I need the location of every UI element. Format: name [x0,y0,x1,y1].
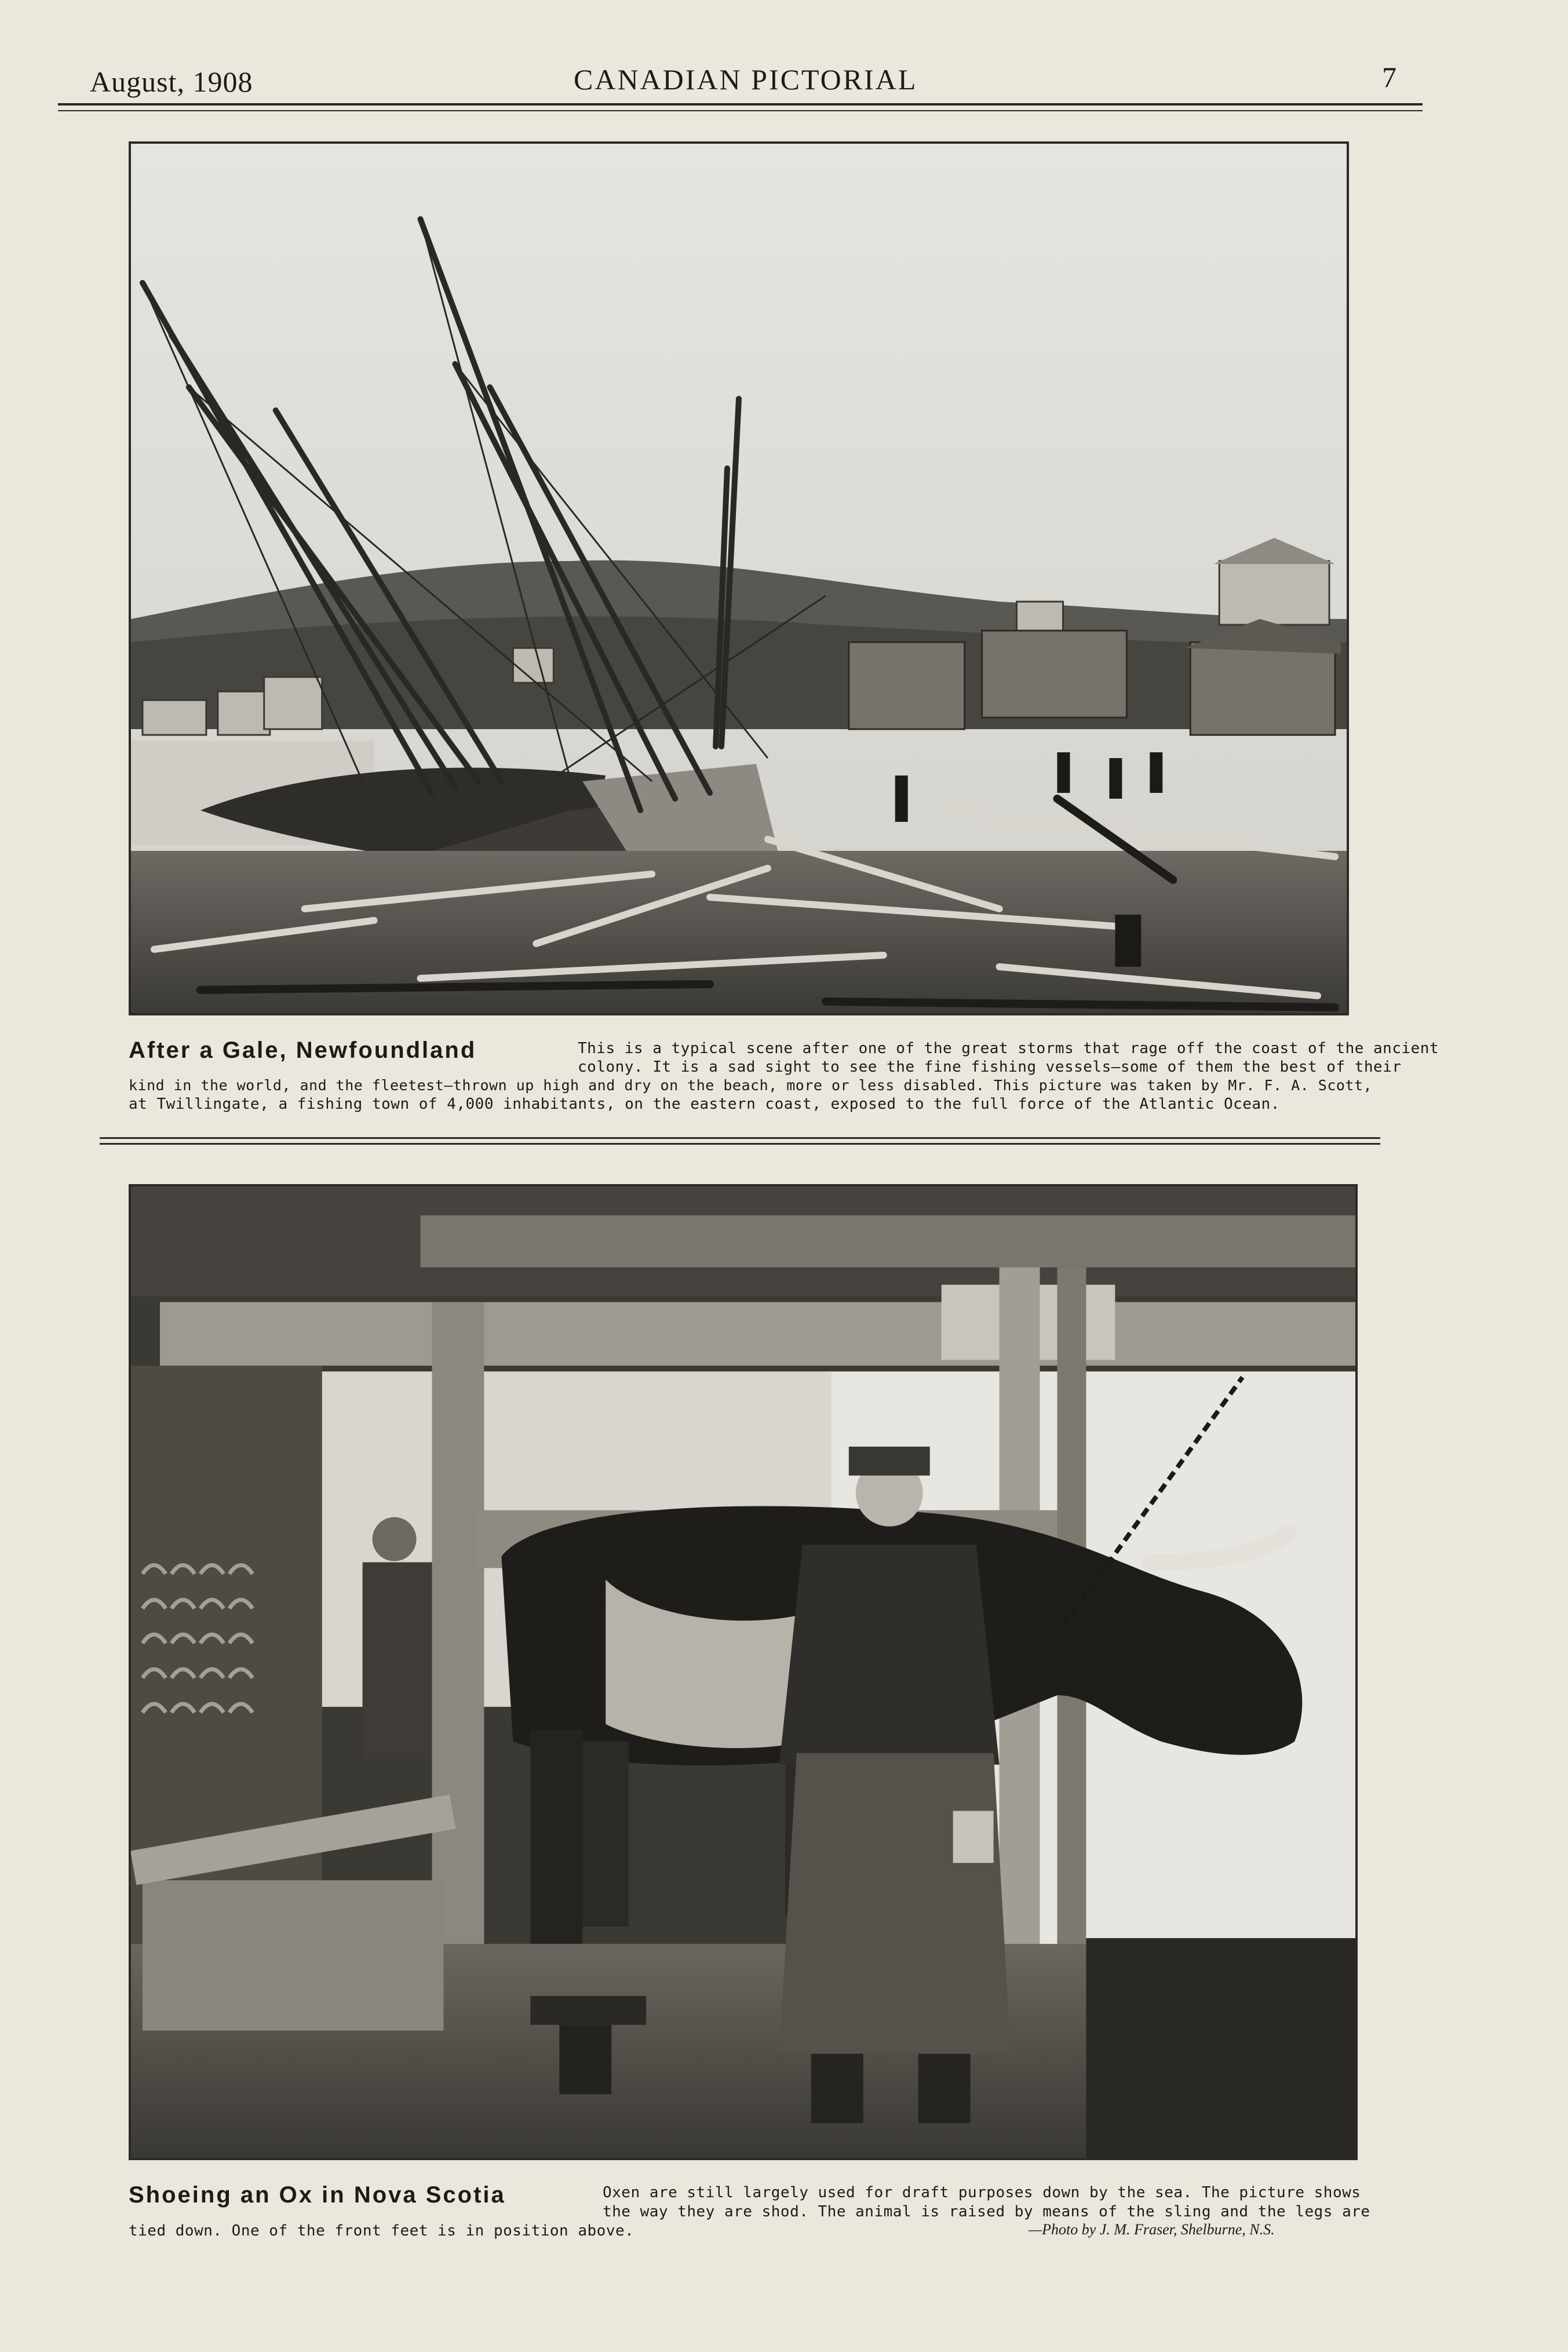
article-title-after-a-gale: After a Gale, Newfoundland [129,1037,477,1063]
header-rule-bottom [58,110,1423,111]
section-divider-top [100,1137,1380,1139]
caption-line-4: at Twillingate, a fishing town of 4,000 inhabitants, on the eastern coast, exposed to the full force of the Atlantic Ocean. [129,1095,1280,1113]
publication-title: CANADIAN PICTORIAL [574,63,918,96]
header-rule-top [58,103,1423,105]
caption2-line-1: Oxen are still largely used for draft purposes down by the sea. The picture shows [603,2184,1361,2201]
ox-shoeing-stall-photo [129,1184,1358,2160]
page-number: 7 [1382,61,1396,93]
section-divider-bottom [100,1143,1380,1145]
article-title-shoeing-an-ox: Shoeing an Ox in Nova Scotia [129,2182,506,2208]
caption-line-1: This is a typical scene after one of the great storms that rage off the coast of the ancient [578,1040,1439,1057]
caption2-line-2: the way they are shod. The animal is raised by means of the sling and the legs are [603,2203,1370,2220]
photo-credit: —Photo by J. M. Fraser, Shelburne, N.S. [1029,2221,1275,2238]
caption-line-3: kind in the world, and the fleetest—thrown up high and dry on the beach, more or less disabled. This picture was taken by Mr. F. A. Scott, [129,1077,1373,1094]
caption-line-2: colony. It is a sad sight to see the fine fishing vessels—some of them the best of their [578,1058,1402,1076]
caption2-line-3: tied down. One of the front feet is in position above. [129,2222,635,2240]
issue-date: August, 1908 [90,65,253,98]
harbour-storm-wreckage-photo [129,141,1349,1015]
